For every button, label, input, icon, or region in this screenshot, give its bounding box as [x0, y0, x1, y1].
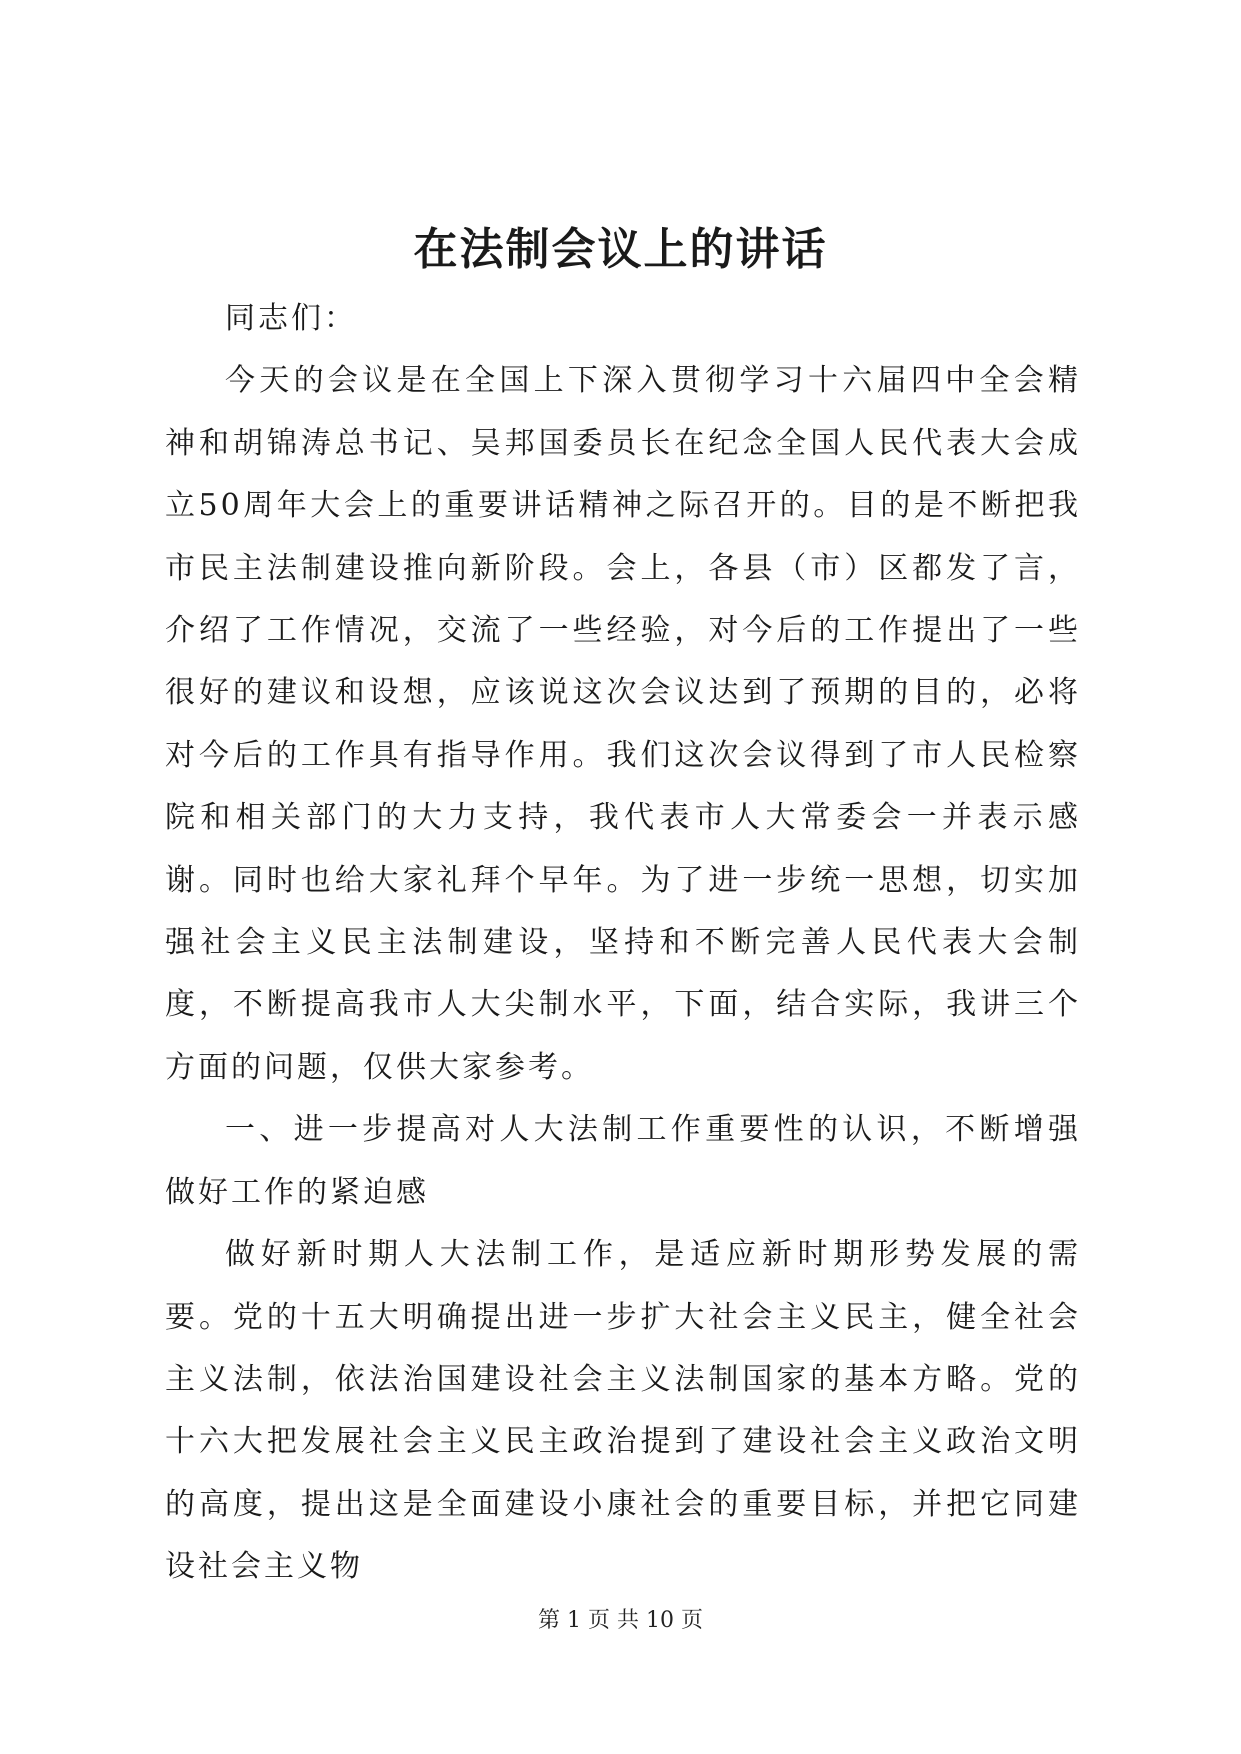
document-body: [165, 288, 1081, 1599]
document-title: 在法制会议上的讲话: [413, 224, 828, 275]
salutation: 同志们：: [225, 301, 357, 336]
page-number-footer: 第 1 页 共 10 页: [538, 1608, 703, 1633]
paragraph-intro: 今天的会议是在全国上下深入贯彻学习十六届四中全会精神和胡锦涛总书记、吴邦国委员长在纪念全国人民代表大会成立50周年大会上的重要讲话精神之际召开的。目的是不断把我市民主法制建设推向新阶段。会上，各县（市）区都发了言，介绍了工作情况，交流了一些经验，对今后的工作提出了一些很好的建议和设想，应该说这次会议达到了预期的目的，必将对今后的工作具有指导作用。我们这次会议得到了市人民检察院和相关部门的大力支持，我代表市人大常委会一并表示感谢。同时也给大家礼拜个早年。为了进一步统一思想，切实加强社会主义民主法制建设，坚持和不断完善人民代表大会制度，不断提高我市人大尖制水平，下面，结合实际，我讲三个方面的问题，仅供大家参考。: [165, 363, 1081, 1085]
section-heading-1: 一、进一步提高对人大法制工作重要性的认识，不断增强做好工作的紧迫感: [165, 1112, 1081, 1210]
paragraph-section-1: 做好新时期人大法制工作，是适应新时期形势发展的需要。党的十五大明确提出进一步扩大社会主义民主，健全社会主义法制，依法治国建设社会主义法制国家的基本方略。党的十六大把发展社会主义民主政治提到了建设社会主义政治文明的高度，提出这是全面建设小康社会的重要目标，并把它同建设社会主义物: [165, 1237, 1081, 1585]
